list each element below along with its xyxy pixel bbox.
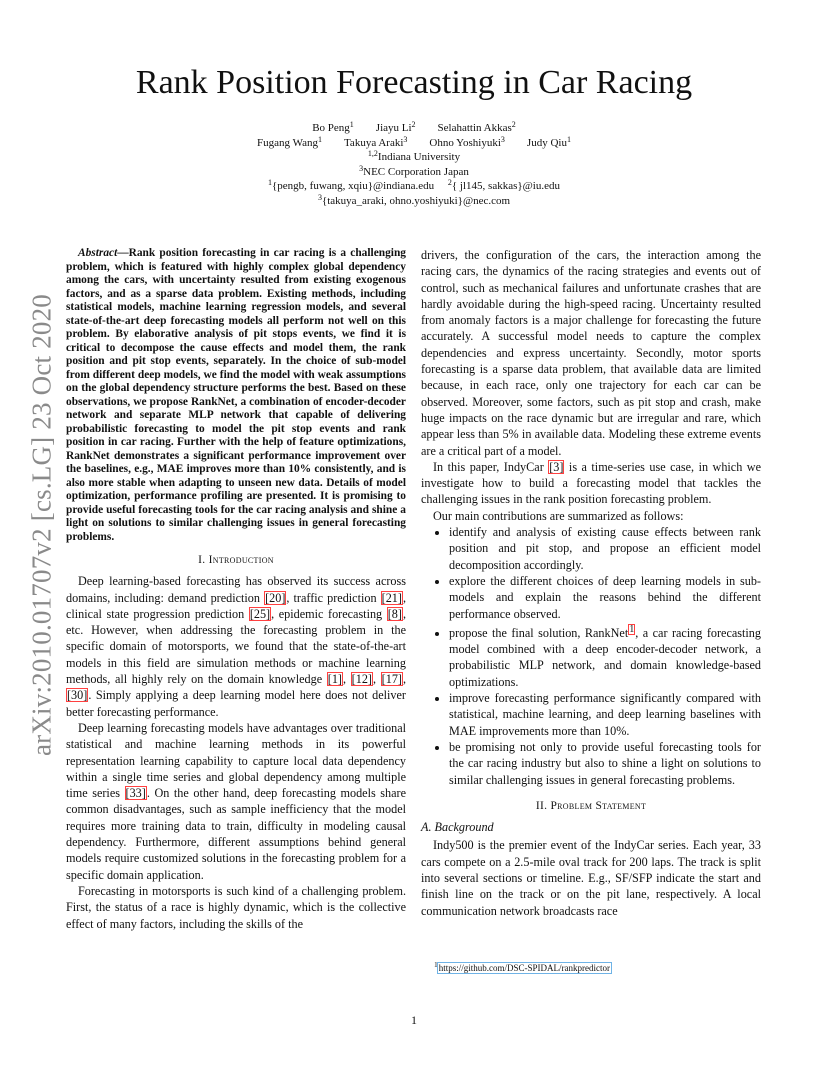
email-line-1: $^1${pengb, fuwang, xqiu}@indiana.edu $^2${ jl145, sakkas}@iu.edu (268, 178, 560, 192)
author: Judy Qiu$^1$ (526, 134, 571, 149)
section-heading-introduction: I. Introduction (198, 554, 274, 566)
page-number: 1 (411, 1013, 417, 1027)
citation-link[interactable]: [17] (381, 672, 402, 687)
list-item: • be promising not only to provide useful forecasting tools for the car racing industry but also to shine a light on solutions to similar challenging issues in general forecasting problems. (449, 739, 761, 788)
author: Takuya Araki$^3$ (343, 134, 408, 149)
affiliation-2: $^3$NEC Corporation Japan (359, 163, 469, 178)
citation-link[interactable]: [3] (549, 459, 564, 474)
citation-link[interactable]: [25] (249, 606, 271, 621)
list-item: • explore the different choices of deep learning models in sub-models and explain the reasons behind the different performance observed. (449, 573, 761, 622)
right-column (421, 247, 761, 919)
contributions-intro: Our main contributions are summarized as follows: (433, 508, 684, 523)
citation-link[interactable]: [12] (351, 672, 372, 687)
author-row-1 (0, 121, 828, 136)
paper-title: Rank Position Forecasting in Car Racing (135, 64, 693, 101)
intro-paragraph-1: Deep learning-based forecasting has observed its success across domains, including: demand prediction [20], traffic prediction [21], clinical state progression prediction [25], epidemic forecasting [8], etc. However, when addressing the forecasting problem in the specific domain of motorsports, we found that the state-of-the-art models in this field are simulation methods or machine learning methods, all highly rely on the domain knowledge [1], [12], [17], [30]. Simply applying a deep learning model here does not deliver better forecasting performance. (66, 574, 407, 719)
author: Selahattin Akkas$^2$ (437, 120, 516, 134)
citation-link[interactable]: [1] (327, 672, 342, 687)
intro-paragraph-4: In this paper, IndyCar [3] is a time-series use case, in which we investigate how to build a forecasting model that tackles the challenging issues in the rank position forecasting problem. (421, 459, 762, 507)
footnote: $^1$https://github.com/DSC-SPIDAL/rankpredictor (434, 960, 610, 973)
contributions-list (421, 524, 761, 788)
list-item: • improve forecasting performance significantly compared with statistical, machine learning, and deep learning baselines with MAE improvements more than 10%. (449, 690, 761, 739)
intro-paragraph-2: Deep learning forecasting models have advantages over traditional statistical and machine learning methods in its powerful representation learning capability to capture local data dependency within a single time series and global dependency among multiple time series [33]. On the other hand, deep forecasting models share common disadvantages, such as sample inefficiency that the model requires more training data to train, difficulty in modeling causal dependency. Furthermore, different assumptions behind general models require customized solutions in the forecasting problem for a specific domain application. (66, 720, 406, 882)
author: Ohno Yoshiyuki$^3$ (429, 134, 505, 149)
affiliation-1: $^{1,2}$Indiana University (367, 149, 461, 163)
email-line-2: $^3${takuya_araki, ohno.yoshiyuki}@nec.com (317, 192, 511, 207)
citation-link[interactable]: [33] (125, 786, 146, 801)
author: Jiayu Li$^2$ (375, 120, 416, 134)
intro-paragraph-3: Forecasting in motorsports is such kind of a challenging problem. First, the status of a race is highly dynamic, which is the collective effect of many factors, including the skills of the (66, 883, 406, 931)
footnote-url-link[interactable]: https://github.com/DSC-SPIDAL/rankpredictor (438, 963, 610, 973)
citation-link[interactable]: [30] (67, 688, 88, 703)
citation-link[interactable]: [20] (265, 590, 286, 605)
citation-link[interactable]: [21] (381, 590, 402, 605)
citation-link[interactable]: [8] (387, 606, 402, 621)
author-block (0, 121, 828, 208)
footnote-link[interactable]: 1 (629, 623, 635, 635)
arxiv-identifier: arXiv:2010.01707v2 [cs.LG] 23 Oct 2020 (26, 293, 57, 757)
author-row-2 (0, 136, 828, 151)
author: Bo Peng$^1$ (312, 120, 354, 134)
list-item: • propose the final solution, RankNet$^1$, a car racing forecasting model combined with a deep encoder-decoder network, a probabilistic MLP network, and domain knowledge-based optimizations. (449, 622, 761, 690)
author: Fugang Wang$^1$ (257, 134, 322, 149)
abstract: Abstract—Rank position forecasting in car racing is a challenging problem, which is featured with highly complex global dependency among the cars, with uncertainty resulted from existing exogenous factors, and as a sparse data problem. Existing methods, including statistical models, machine learning regression models, and several state-of-the-art deep forecasting models all perform not well on this problem. By elaborative analysis of pit stops events, we find it is critical to decompose the cause effects and model them, the rank position and pit stop events, separately. In the choice of sub-model from different deep models, we find the model with weak assumptions on the global dependency structure performs the best. Based on these observations, we propose RankNet, a combination of encoder-decoder network and separate MLP network that capable of delivering probabilistic forecasting to model the pit stop events and rank position in car racing. Further with the help of feature optimizations, RankNet demonstrates a significant performance improvement over the baselines, e.g., MAE improves more than 10% consistently, and is also more stable when adapting to unseen new data. Details of model optimization, performance profiling are presented. It is promising to provide useful forecasting tools for the car racing analysis and shine a light on solutions to similar challenging issues in general forecasting problems. (66, 247, 406, 543)
arxiv-sidebar-stamp (22, 290, 62, 760)
section-heading-problem-statement: II. Problem Statement (535, 799, 647, 812)
intro-paragraph-continued: drivers, the configuration of the cars, the interaction among the racing cars, the dynamics of the racing strategies and events out of control, such as mechanical failures and unfortunate crashes that are hardly avoidable during the high-speed racing. Uncertainty resulted from anomaly factors is a major challenge for forecasting the future accurately. A successful model needs to capture the complex dependencies and express uncertainty. Secondly, motor sports forecasting is a sparse data problem, that available data are limited because, in each race, only one trajectory for each car can be observed. Moreover, some factors, such as pit stop and crash, make huge impacts on the race dynamic but are irregular and rare, which appear less than 5% in available data. Modeling these extreme events are a critical part of a model. (421, 248, 761, 458)
list-item: • identify and analysis of existing cause effects between rank position and pit stop, and propose an efficient model decomposition accordingly. (449, 524, 761, 573)
left-column (66, 247, 406, 932)
subsection-heading-background: A. Background (421, 820, 494, 835)
background-paragraph: Indy500 is the premier event of the IndyCar series. Each year, 33 cars compete on a 2.5-mile oval track for 200 laps. The track is split into several sections or timeline. E.g., SF/SFP indicate the start and finish line on the track or on the pit lane, respectively. A local communication network broadcasts race (421, 838, 761, 918)
